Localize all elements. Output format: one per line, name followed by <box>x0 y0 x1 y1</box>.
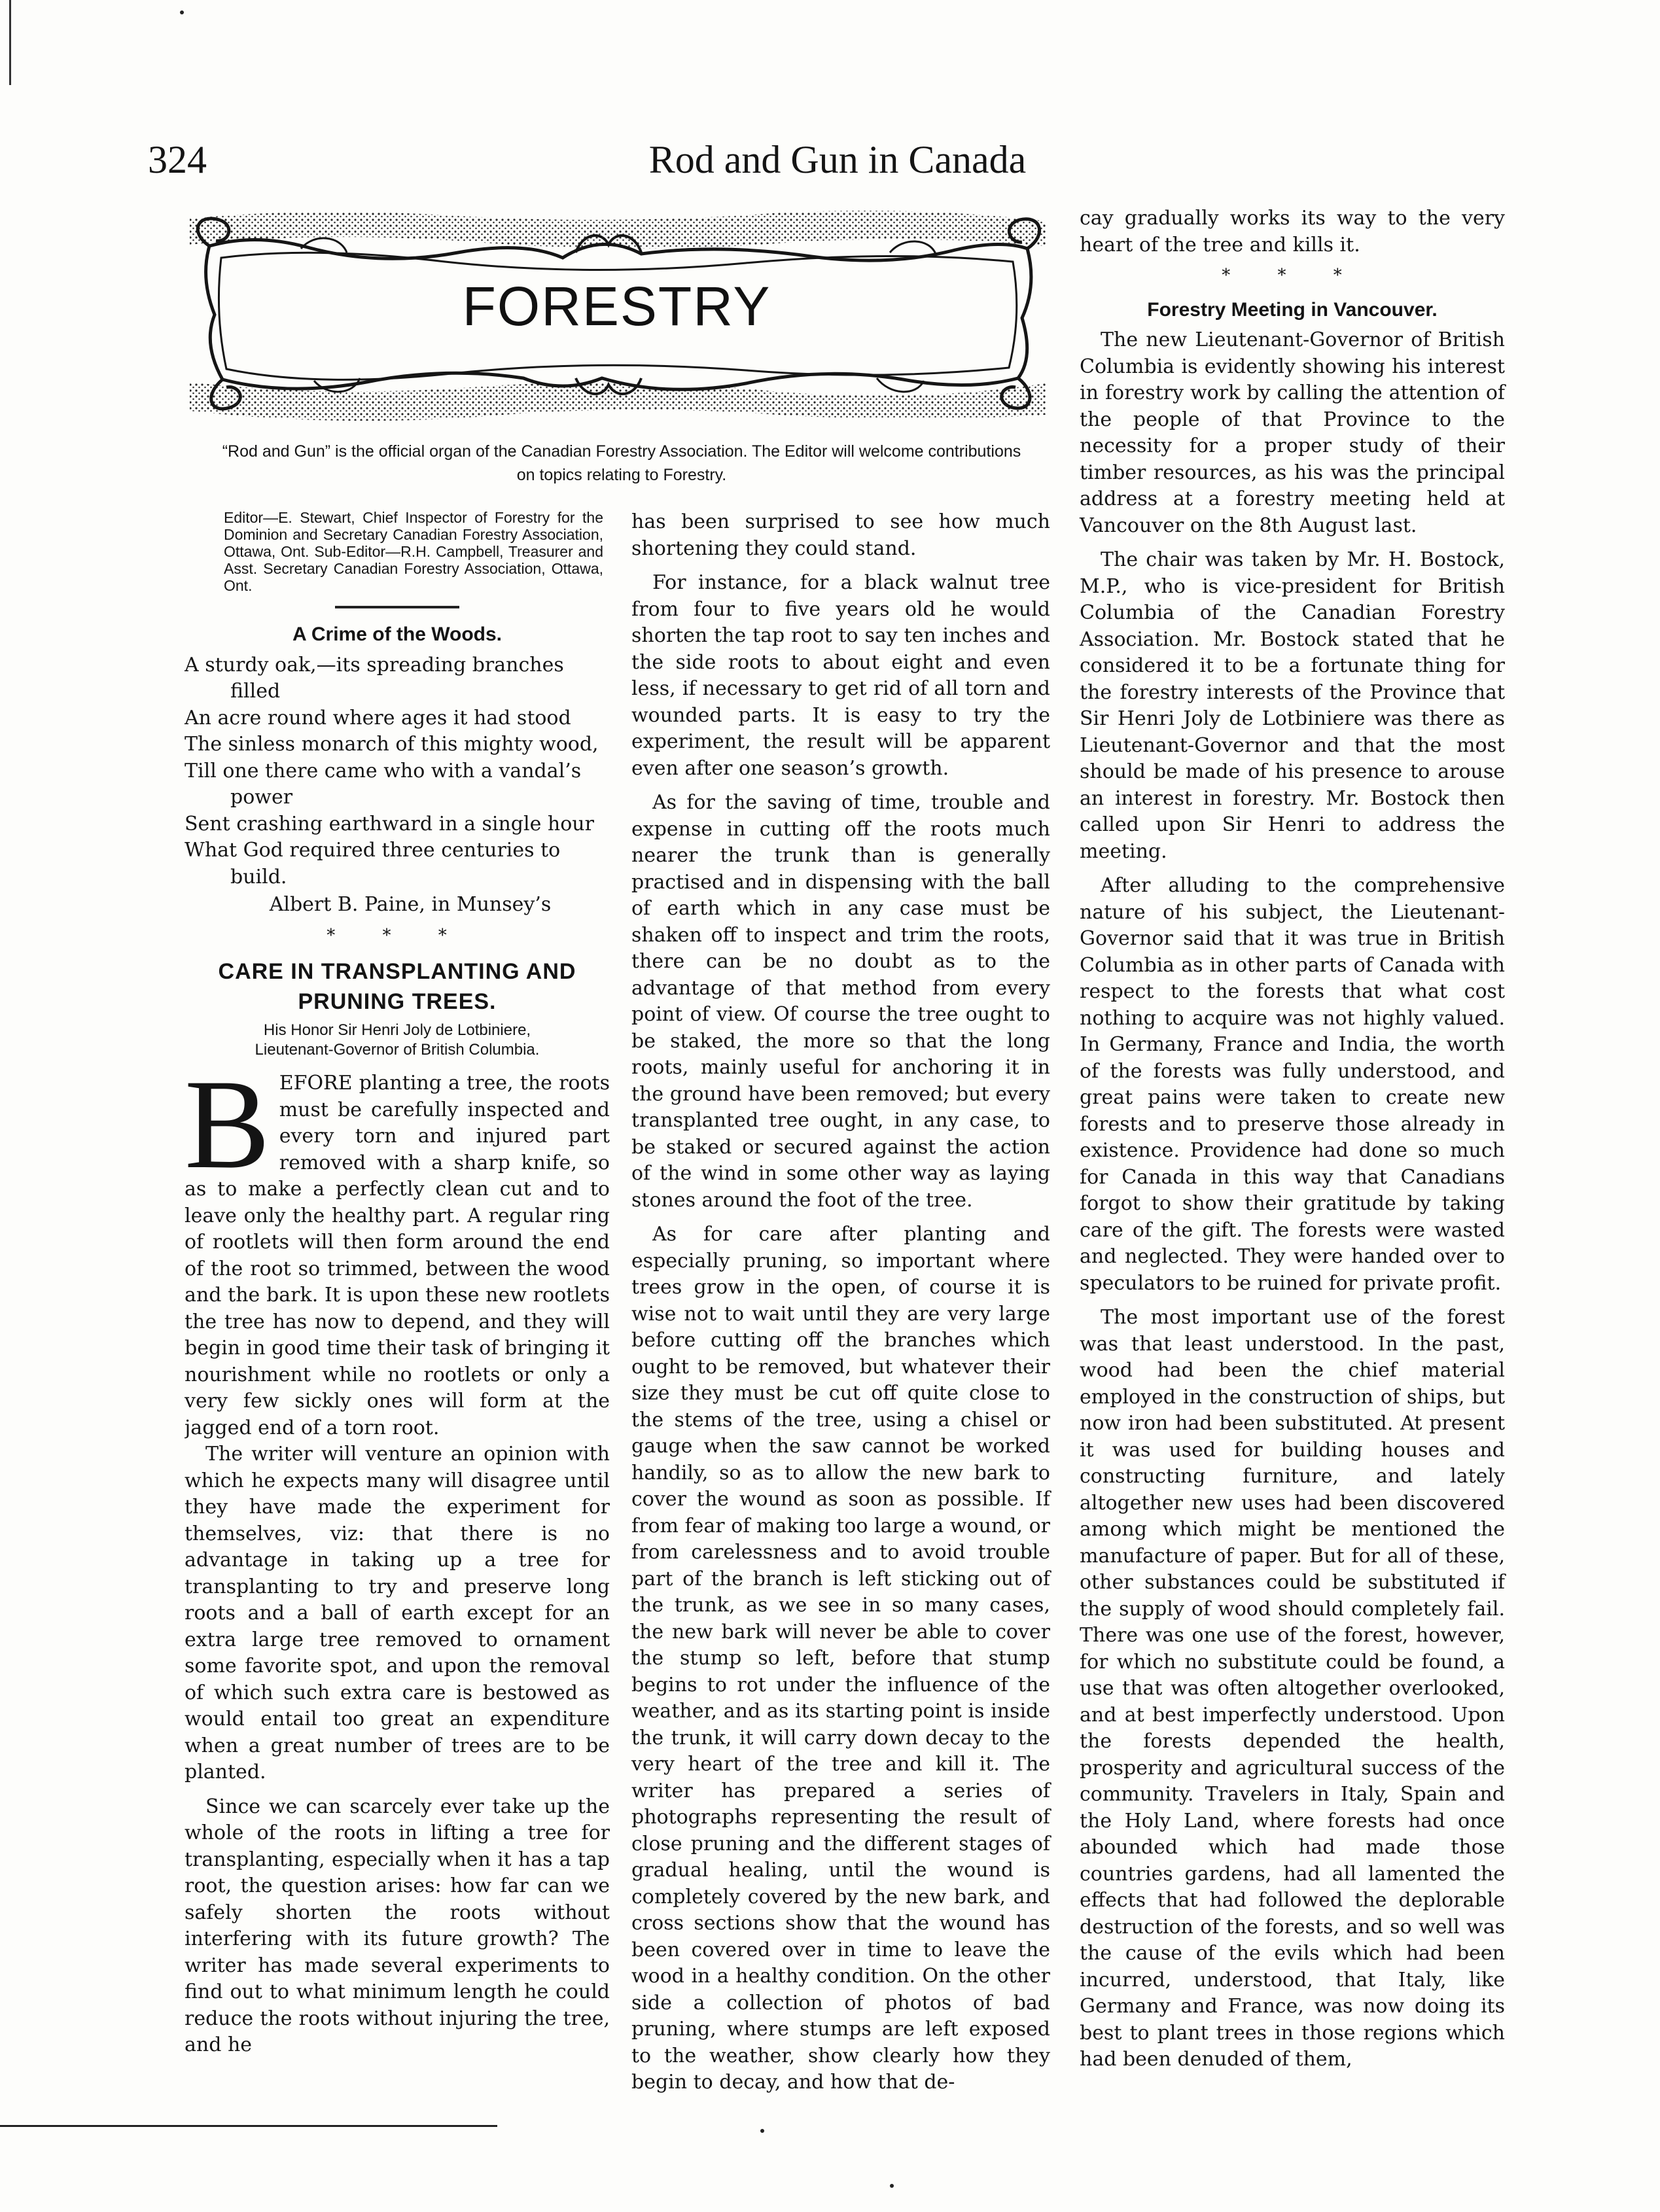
poem <box>185 652 610 891</box>
scan-dot <box>180 10 184 14</box>
paragraph: The chair was taken by Mr. H. Bostock, M.P., who is vice-president for British Columbia of the Canadian Forestry Association. Mr. Bostock stated that he considered it to be a fortunate thing for the forestry interests of the Province that Sir Henri Joly de Lotbiniere was there as Lieutenant-Governor and that the most should be made of his presence to arouse an interest in forestry. Mr. Bostock then called upon Sir Henri to address the meeting. <box>1080 548 1505 863</box>
byline-name: His Honor Sir Henri Joly de Lotbiniere, <box>263 1021 531 1039</box>
poem-line: Sent crashing earthward in a single hour <box>185 812 594 835</box>
paragraph: has been surprised to see how much shortening they could stand. <box>631 510 1050 560</box>
banner-note: “Rod and Gun” is the official organ of the Canadian Forestry Association. The Editor will welcome contributions on topics relating to Forestry. <box>222 442 1021 484</box>
drop-cap: B <box>185 1070 270 1195</box>
scan-dot <box>760 2129 764 2133</box>
scan-dot <box>890 2184 894 2188</box>
poem-line: Till one there came who with a vandal’s power <box>185 759 582 809</box>
scan-bottom-rule <box>0 2125 497 2127</box>
paragraph: After alluding to the comprehensive nature of his subject, the Lieutenant-Governor said that it was true in British Columbia as in other parts of Canada with respect to the forests that what cost nothing to acquire was not highly valued. In Germany, France and India, the worth of the forests was fully understood, and great pains were taken to create new forests and to preserve those already in existence. Providence had done so much for Canada in this way that Canadians forgot to show their gratitude by taking care of the gift. The forests were wasted and neglected. They were handed over to speculators to be ruined for private profit. <box>1080 874 1505 1295</box>
paragraph: As for care after planting and especially pruning, so important where trees grow in the open, of course it is wise not to wait until they are very large before cutting off the branches which ought to be removed, but whatever their size they must be cut off quite close to the stems of the tree, using a chisel or gauge when the saw cannot be worked handily, so as to allow the new bark to cover the wound as soon as possible. If from fear of making too large a wound, or from carelessness and to avoid trouble part of the branch is left sticking out of the trunk, as we see in so many cases, the new bark will never be able to cover the stump so left, before that stump begins to rot under the influence of the weather, and as its starting point is inside the trunk, it will carry down decay to the very heart of the tree and kill it. The writer has prepared a series of photographs representing the result of close pruning and the different stages of gradual healing, until the wound is completely covered by the new bark, and cross sections show that the wound has been covered over in time to leave the wood in a healthy condition. On the other side a collection of photos of bad pruning, where stumps are left exposed to the weather, show clearly how they begin to decay, and how that de- <box>631 1223 1050 2094</box>
column-3 <box>1080 205 1505 2073</box>
paragraph: cay gradually works its way to the very heart of the tree and kills it. <box>1080 207 1505 256</box>
lead-paragraph: EFORE planting a tree, the roots must be carefully inspected and every torn and injured part removed with a sharp knife, so as to make a perfectly clean cut and to leave only the healthy part. A regular ring of rootlets will then form around the end of the root so trimmed, between the wood and the bark. It is upon these new rootlets the tree has now to depend, and they will begin in good time their task of bringing it nourishment while no rootlets or only a very few sickly ones will form at the jagged end of a torn root. <box>185 1072 610 1439</box>
running-title: Rod and Gun in Canada <box>648 138 1027 181</box>
article-title: Forestry Meeting in Vancouver. <box>1147 298 1438 321</box>
poem-title: A Crime of the Woods. <box>292 623 502 645</box>
separator: * * * <box>327 925 468 945</box>
section-title: FORESTRY <box>462 275 771 337</box>
article-byline <box>185 1021 610 1060</box>
poem-line: An acre round where ages it had stood <box>185 706 571 729</box>
byline-role: Lieutenant-Governor of British Columbia. <box>255 1041 540 1059</box>
paragraph: The new Lieutenant-Governor of British Columbia is evidently showing his interest in forestry work by calling the attention of the people of that Province to the necessity for a proper study of their timber resources, as his was the principal address at a forestry meeting held at Vancouver on the 8th August last. <box>1080 328 1505 537</box>
poem-line: The sinless monarch of this mighty wood, <box>185 733 599 756</box>
poem-line: A sturdy oak,—its spreading branches filled <box>185 653 564 703</box>
editor-note: Editor—E. Stewart, Chief Inspector of Forestry for the Dominion and Secretary Canadian Forestry Association, Ottawa, Ont. Sub-Editor—R.H. Campbell, Treasurer and Asst. Secretary Canadian Forestry Association, Ottawa, Ont. <box>224 509 603 594</box>
paragraph: The writer will venture an opinion with which he expects many will disagree until they have made the experiment for themselves, viz: that there is no advantage in taking up a tree for transplanting to try and preserve long roots and a ball of earth except for an extra large tree removed to ornament some favorite spot, and upon the removal of which such extra care is bestowed as would entail too great an expenditure when a great number of trees are to be planted. <box>185 1443 610 1783</box>
divider <box>335 606 459 608</box>
column-1 <box>185 509 610 2059</box>
page-number: 324 <box>148 138 207 181</box>
paragraph: As for the saving of time, trouble and expense in cutting off the roots much nearer the trunk than is generally practised and in dispensing with the ball of earth which in any case must be shaken off to inspect and trim the roots, there can be no doubt as to the advantage of that method from every point of view. Of course the tree ought to be staked, the more so that the long roots, mainly useful for anchoring it in the ground have been removed; but every transplanted tree ought, in any case, to be staked or secured against the action of the wind in some other way as laying stones around the foot of the tree. <box>631 791 1050 1212</box>
article-title: CARE IN TRANSPLANTING AND PRUNING TREES. <box>218 959 576 1014</box>
paragraph: Since we can scarcely ever take up the whole of the roots in lifting a tree for transplanting, especially when it has a tap root, the question arises: how far can we safely shorten the roots without interfering with its future growth? The writer has made several experiments to find out to what minimum length he could reduce the roots without injuring the tree, and he <box>185 1795 610 2056</box>
poem-attribution: Albert B. Paine, in Munsey’s <box>269 893 552 916</box>
column-2 <box>631 509 1050 2096</box>
separator: * * * <box>1222 266 1363 285</box>
article-lead <box>185 1070 610 1441</box>
paragraph: For instance, for a black walnut tree from four to five years old he would shorten the tap root to say ten inches and the side roots to about eight and even less, if necessary to get rid of all torn and wounded parts. It is easy to try the experiment, the result will be apparent even after one season’s growth. <box>631 571 1050 780</box>
scan-edge-line <box>9 0 11 85</box>
paragraph: The most important use of the forest was that least understood. In the past, wood had been the chief material employed in the construction of ships, but now iron had been substituted. At present it was used for building houses and constructing furniture, and lately altogether new uses had been discovered among which might be mentioned the manufacture of paper. But for all of these, other substances could be substituted if the supply of wood should completely fail. There was one use of the forest, however, for which no substitute could be found, a use that was often altogether overlooked, and at best imperfectly understood. Upon the forests depended the health, prosperity and agricultural success of the community. Travelers in Italy, Spain and the Holy Land, where forests had once abounded which had made those countries gardens, had all lamented the effects that had followed the deplorable destruction of the forests, and so well was the cause of the evils which had been incurred, understood, that Italy, like Germany and France, was now doing its best to plant trees in those regions which had been denuded of them, <box>1080 1306 1505 2071</box>
poem-line: What God required three centuries to build. <box>185 839 561 888</box>
